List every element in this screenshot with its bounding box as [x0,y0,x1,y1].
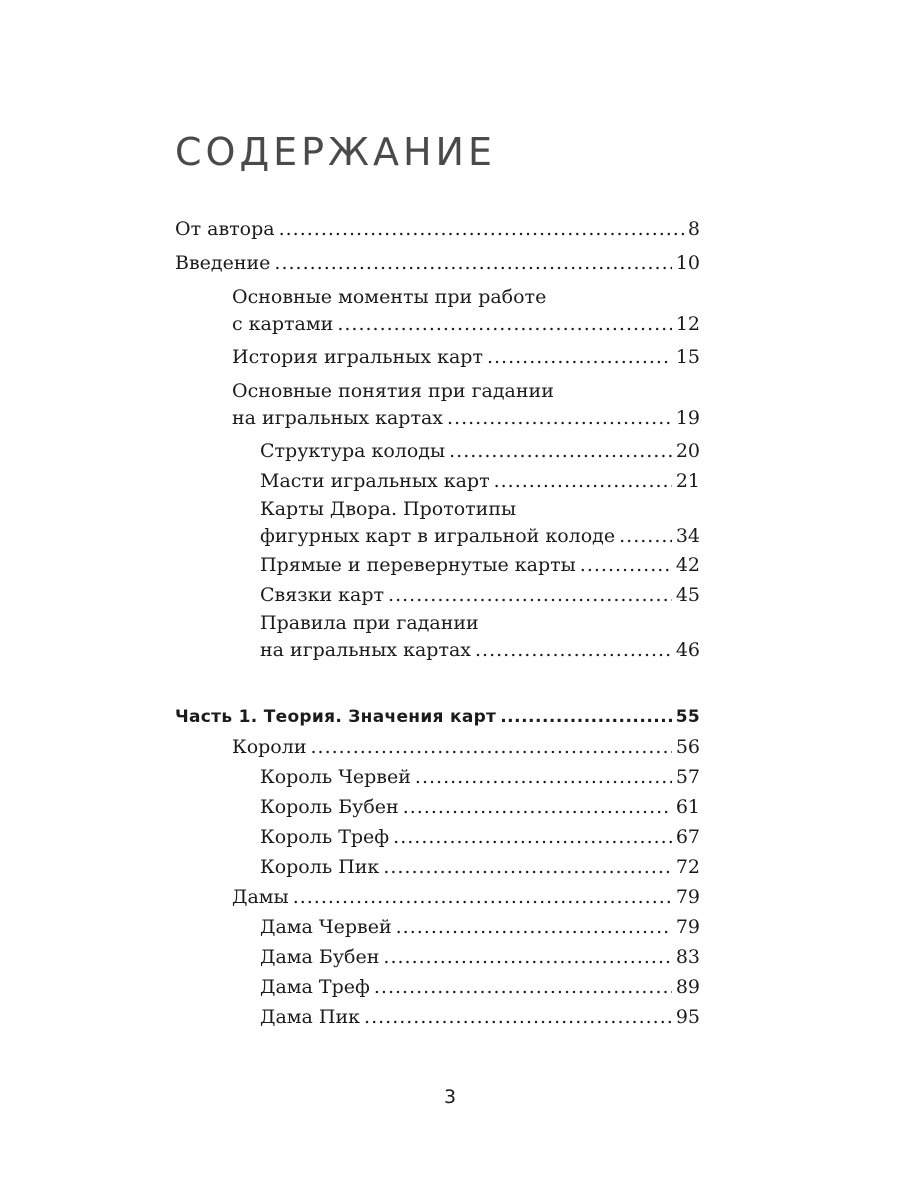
toc-entry-page: 45 [675,584,700,606]
toc-entry[interactable] [175,496,700,550]
dot-leader [415,762,672,792]
toc-entry-label: От автора [175,218,275,240]
toc-entry[interactable] [175,378,700,432]
toc-entry[interactable] [175,436,700,466]
toc-entry-page: 79 [675,886,700,908]
toc-entry[interactable] [175,610,700,664]
toc-entry-page: 55 [675,707,700,727]
toc-part-heading[interactable] [175,702,700,732]
dot-leader [403,792,672,822]
toc-entry-label-line1: Основные моменты при работе [232,286,547,308]
toc-entry-page: 83 [675,946,700,968]
toc-entry-page: 42 [675,554,700,576]
toc-entry-label-line1: Основные понятия при гадании [232,380,554,402]
toc-entry-page: 21 [675,470,700,492]
toc-entry-label: Король Бубен [260,796,399,818]
toc-entry-page: 89 [675,976,700,998]
toc-entry-page: 57 [675,766,700,788]
toc-entry[interactable] [175,792,700,822]
page-number: 3 [443,1086,457,1108]
toc-entry[interactable] [175,912,700,942]
toc-entry[interactable] [175,580,700,610]
toc-entry[interactable] [175,342,700,372]
toc-entry-page: 72 [675,856,700,878]
dot-leader [494,466,672,496]
dot-leader [383,942,671,972]
page-title: СОДЕРЖАНИЕ [175,130,496,174]
toc-entry[interactable] [175,214,700,244]
toc-entry-label: Масти игральных карт [260,470,490,492]
toc-entry-label: Часть 1. Теория. Значения карт [175,707,497,727]
toc-entry[interactable] [175,822,700,852]
dot-leader [619,523,672,550]
toc-entry-label: Король Треф [260,826,390,848]
toc-entry[interactable] [175,284,700,338]
toc-entry-page: 95 [675,1006,700,1028]
dot-leader [500,702,672,732]
toc-entry-label: Король Червей [260,766,411,788]
toc-entry-page: 67 [675,826,700,848]
toc-entry-page: 34 [675,525,700,547]
dot-leader [383,852,672,882]
toc-entry-page: 56 [675,736,700,758]
toc-entry-page: 10 [675,252,700,274]
dot-leader [396,912,672,942]
dot-leader [337,311,671,338]
dot-leader [475,637,672,664]
toc-entry[interactable] [175,466,700,496]
toc-entry-page: 20 [675,440,700,462]
toc-entry-label: фигурных карт в игральной колоде [260,525,616,547]
dot-leader [447,405,672,432]
dot-leader [487,342,672,372]
dot-leader [388,580,672,610]
toc-entry-label: Дама Бубен [260,946,380,968]
toc-entry[interactable] [175,248,700,278]
toc-entry-label: Дама Червей [260,916,392,938]
toc-entry-page: 79 [675,916,700,938]
dot-leader [580,550,672,580]
dot-leader [449,436,672,466]
toc-entry-page: 19 [675,407,700,429]
toc-entry[interactable] [175,942,700,972]
toc-entry-page: 61 [675,796,700,818]
dot-leader [310,732,671,762]
toc-entry-label: Дамы [232,886,289,908]
toc-entry-label-line1: Правила при гадании [260,612,479,634]
toc-entry-page: 46 [675,639,700,661]
toc-entry-label: История игральных карт [232,346,483,368]
toc-entry-label: Король Пик [260,856,380,878]
dot-leader [364,1002,672,1032]
toc-entry-label: Связки карт [260,584,385,606]
toc-entry-page: 15 [675,346,700,368]
toc-entry[interactable] [175,550,700,580]
toc-entry[interactable] [175,732,700,762]
toc-entry-label: Введение [175,252,271,274]
dot-leader [293,882,672,912]
toc-entry-label: с картами [232,313,334,335]
toc-entry[interactable] [175,882,700,912]
toc-entry[interactable] [175,762,700,792]
toc-entry-label: Дама Треф [260,976,370,998]
toc-entry-label: Дама Пик [260,1006,361,1028]
toc-entry-label: на игральных картах [232,407,444,429]
toc-entry[interactable] [175,1002,700,1032]
table-of-contents [175,214,700,1032]
dot-leader [274,248,671,278]
dot-leader [279,214,684,244]
toc-entry-page: 12 [675,313,700,335]
toc-entry[interactable] [175,972,700,1002]
toc-entry-label: Прямые и перевернутые карты [260,554,576,576]
toc-entry-label: на игральных картах [260,639,472,661]
dot-leader [374,972,672,1002]
toc-entry-label-line1: Карты Двора. Прототипы [260,498,517,520]
toc-entry[interactable] [175,852,700,882]
toc-entry-page: 8 [687,218,700,240]
dot-leader [393,822,672,852]
toc-entry-label: Структура колоды [260,440,446,462]
toc-entry-label: Короли [232,736,307,758]
